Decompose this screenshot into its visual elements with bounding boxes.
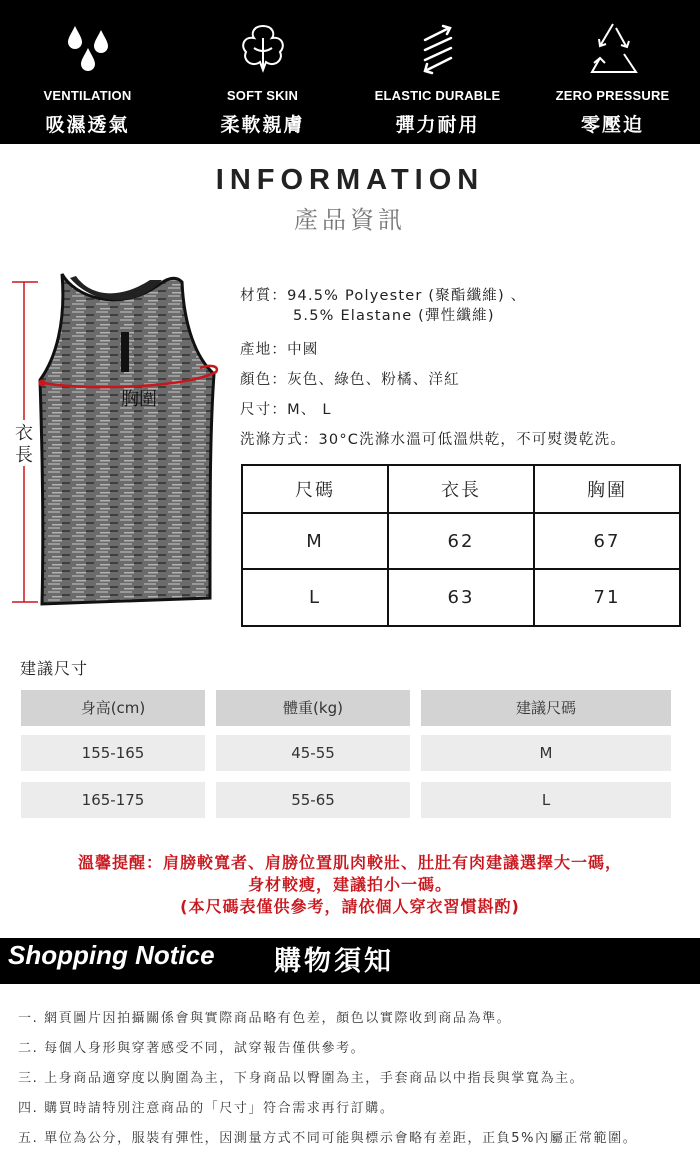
table-row bbox=[242, 569, 680, 626]
feature-elastic bbox=[350, 0, 525, 144]
spec-material-cont: 5.5% Elastane (彈性纖維) bbox=[293, 308, 495, 324]
warm-tip-note: (本尺碼表僅供參考，請依個人穿衣習慣斟酌) bbox=[180, 897, 520, 916]
spec-washing: 洗滌方式：30°C洗滌水溫可低溫烘乾，不可熨燙乾洗。 bbox=[240, 432, 627, 448]
shopping-notice-title-en: Shopping Notice bbox=[8, 940, 215, 970]
notice-item: 五. 單位為公分，服裝有彈性，因測量方式不同可能與標示會略有差距，正負5%內屬正常範圍。 bbox=[18, 1131, 638, 1146]
info-subtitle: 產品資訊 bbox=[294, 206, 406, 234]
water-drops-icon bbox=[53, 18, 123, 78]
suggest-cell: M bbox=[421, 735, 671, 771]
table-cell: M bbox=[242, 513, 388, 569]
table-header-cell: 尺碼 bbox=[242, 465, 388, 513]
spec-colors: 顏色：灰色、綠色、粉橘、洋紅 bbox=[240, 372, 460, 388]
suggest-title: 建議尺寸 bbox=[20, 659, 89, 678]
suggest-header-cell: 建議尺碼 bbox=[421, 690, 671, 726]
length-label-char-1: 衣 bbox=[15, 423, 33, 444]
notice-item: 四. 購買時請特別注意商品的「尺寸」符合需求再行訂購。 bbox=[18, 1101, 395, 1116]
stretch-arrows-icon bbox=[403, 18, 473, 78]
notice-item: 三. 上身商品適穿度以胸圍為主，下身商品以臀圍為主，手套商品以中指長與掌寬為主。 bbox=[18, 1071, 585, 1086]
feature-zh-label: 彈力耐用 bbox=[395, 114, 480, 136]
length-label-char-2: 長 bbox=[15, 445, 33, 466]
suggest-cell: 165-175 bbox=[21, 782, 205, 818]
feature-zh-label: 柔軟親膚 bbox=[220, 114, 305, 136]
notice-item: 二. 每個人身形與穿著感受不同，試穿報告僅供參考。 bbox=[18, 1041, 366, 1056]
table-header-cell: 胸圍 bbox=[534, 465, 680, 513]
feature-zh-label: 零壓迫 bbox=[580, 114, 644, 136]
spec-material: 材質：94.5% Polyester (聚酯纖維) 、 bbox=[240, 288, 527, 304]
suggest-cell: 45-55 bbox=[216, 735, 410, 771]
feature-ventilation bbox=[0, 0, 175, 144]
warm-tip-line: 身材較瘦，建議拍小一碼。 bbox=[247, 875, 452, 894]
feature-en-label: ZERO PRESSURE bbox=[555, 88, 670, 103]
recycle-triangle-icon bbox=[578, 18, 648, 78]
table-row bbox=[242, 513, 680, 569]
table-header-row bbox=[242, 465, 680, 513]
suggest-cell: L bbox=[421, 782, 671, 818]
warm-tip-line: 溫馨提醒：肩膀較寬者、肩膀位置肌肉較壯、肚肚有肉建議選擇大一碼， bbox=[77, 853, 622, 872]
suggest-cell: 155-165 bbox=[21, 735, 205, 771]
feature-soft-skin bbox=[175, 0, 350, 144]
table-cell: 62 bbox=[388, 513, 534, 569]
suggest-cell: 55-65 bbox=[216, 782, 410, 818]
feature-en-label: ELASTIC DURABLE bbox=[374, 88, 501, 103]
notice-item: 一. 網頁圖片因拍攝關係會與實際商品略有色差，顏色以實際收到商品為準。 bbox=[18, 1011, 512, 1026]
spec-origin: 產地：中國 bbox=[240, 342, 319, 358]
size-table bbox=[241, 464, 681, 627]
info-title: INFORMATION bbox=[215, 164, 485, 196]
shopping-notice-title-zh: 購物須知 bbox=[274, 946, 394, 977]
suggest-header-cell: 身高(cm) bbox=[21, 690, 205, 726]
feature-en-label: SOFT SKIN bbox=[226, 88, 299, 103]
spec-sizes: 尺寸：M、 L bbox=[240, 402, 332, 418]
table-cell: L bbox=[242, 569, 388, 626]
feature-en-label: VENTILATION bbox=[43, 88, 132, 103]
suggest-header-cell: 體重(kg) bbox=[216, 690, 410, 726]
feature-zh-label: 吸濕透氣 bbox=[45, 114, 130, 136]
chest-label: 胸圍 bbox=[121, 389, 157, 410]
cotton-flower-icon bbox=[228, 18, 298, 78]
table-header-cell: 衣長 bbox=[388, 465, 534, 513]
tank-top-illustration bbox=[0, 262, 240, 622]
table-cell: 71 bbox=[534, 569, 680, 626]
feature-zero-pressure bbox=[525, 0, 700, 144]
feature-bar bbox=[0, 0, 700, 144]
table-cell: 63 bbox=[388, 569, 534, 626]
table-cell: 67 bbox=[534, 513, 680, 569]
